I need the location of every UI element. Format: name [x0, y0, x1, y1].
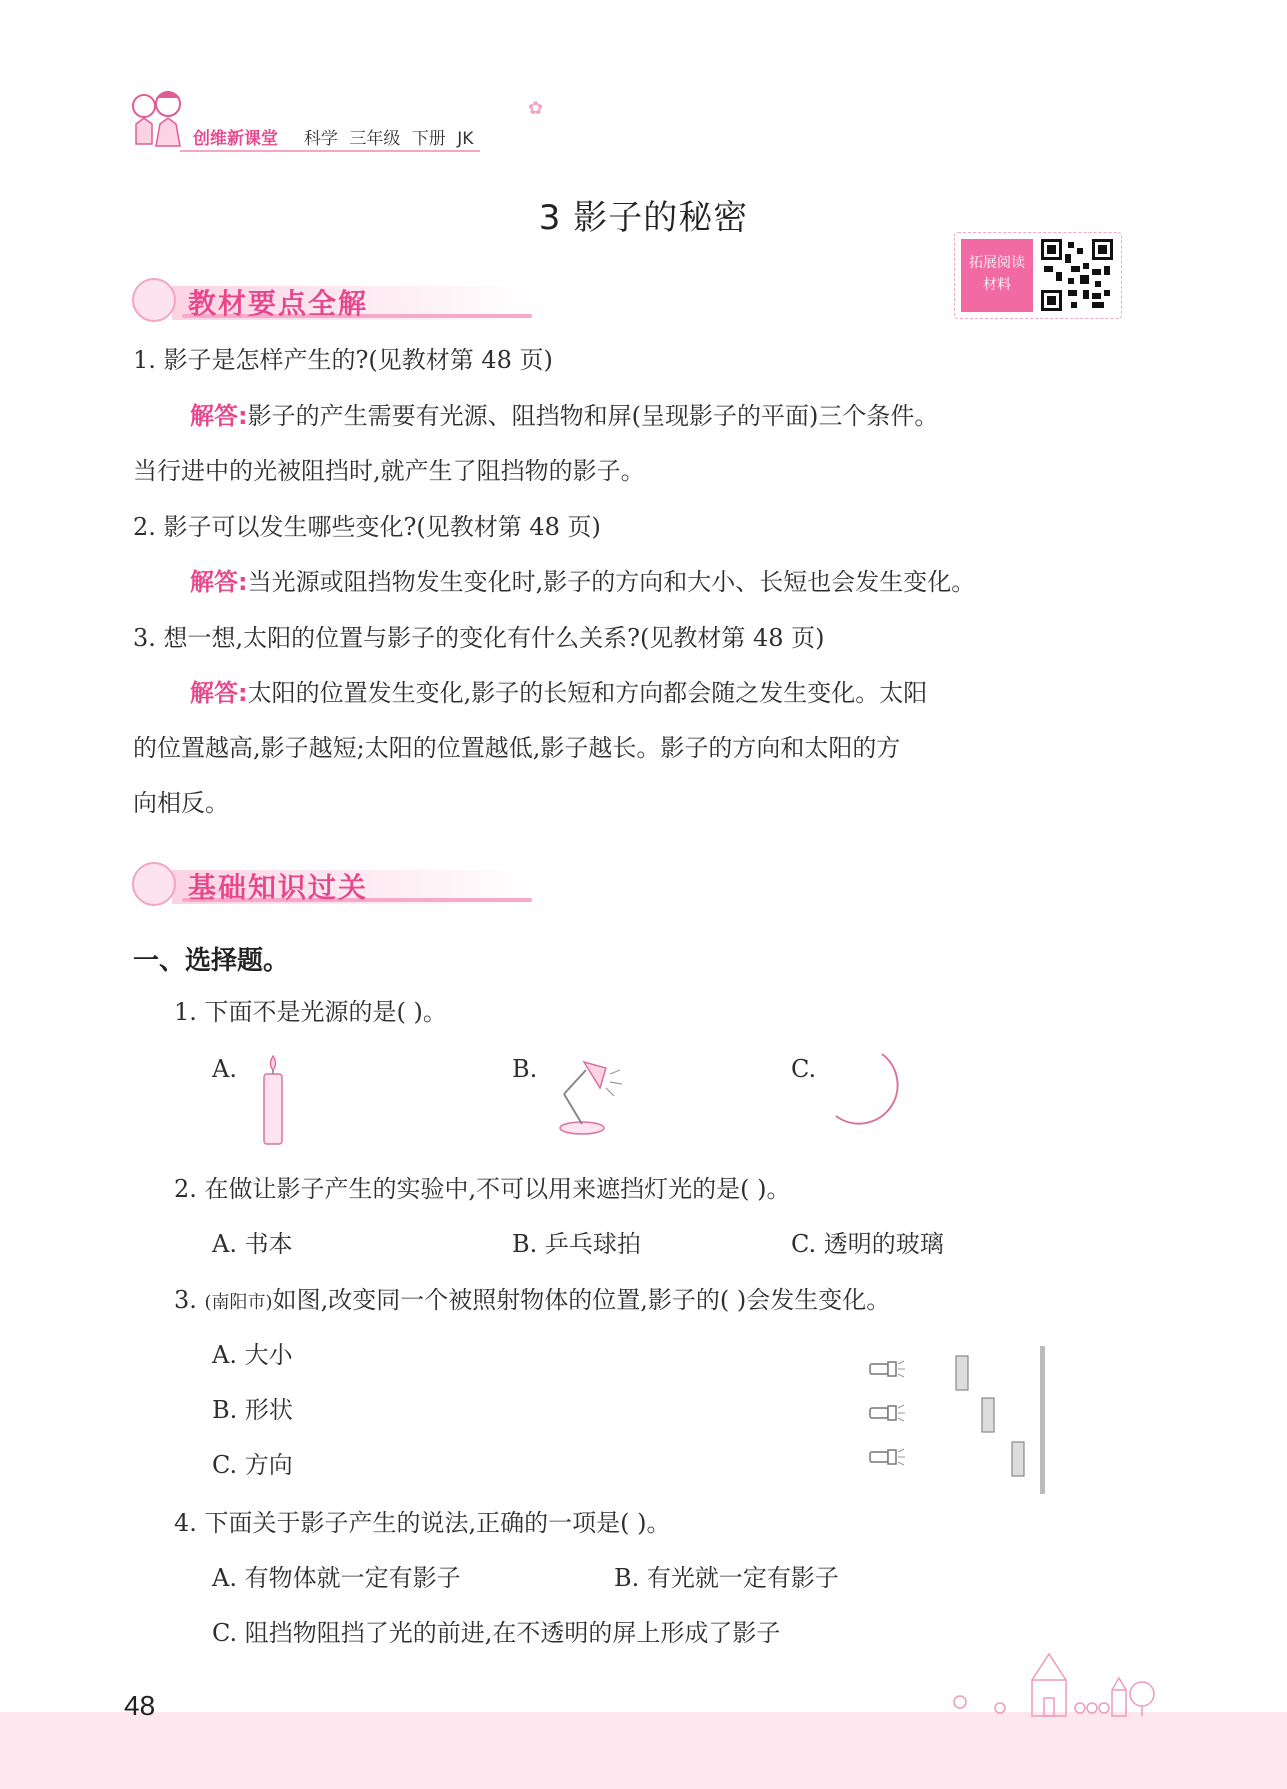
header-subject-info: 科学 三年级 下册 JK: [304, 129, 474, 149]
header-brand: 创维新课堂: [193, 129, 278, 149]
section-heading-text: 教材要点全解: [188, 287, 369, 320]
answer-1-line2: 当行进中的光被阻挡时,就产生了阻挡物的影子。: [133, 457, 645, 485]
flashlight-shadow-diagram: [868, 1346, 1052, 1496]
answer-3-line1: [190, 677, 927, 709]
mc-q2-option-c[interactable]: C. 透明的玻璃: [791, 1230, 944, 1258]
crescent-moon-icon: [834, 1050, 914, 1134]
mc-question-1: 1. 下面不是光源的是( )。: [174, 998, 447, 1026]
mc-q3-option-c[interactable]: C. 方向: [212, 1451, 293, 1479]
question-2: 2. 影子可以发生哪些变化?(见教材第 48 页): [133, 513, 601, 541]
mc-q4-option-b[interactable]: B. 有光就一定有影子: [614, 1564, 839, 1592]
question-1: 1. 影子是怎样产生的?(见教材第 48 页): [133, 346, 553, 374]
section-heading-basic-knowledge: [132, 862, 542, 904]
object-block: [1012, 1442, 1024, 1476]
answer-3-line2: 的位置越高,影子越短;太阳的位置越低,影子越长。影子的方向和太阳的方: [133, 734, 901, 762]
mc-q2-option-a[interactable]: A. 书本: [212, 1230, 293, 1258]
qr-label: [961, 239, 1033, 312]
mc-q3-option-b[interactable]: B. 形状: [212, 1396, 293, 1424]
mc-q4-option-c[interactable]: C. 阻挡物阻挡了光的前进,在不透明的屏上形成了影子: [212, 1619, 781, 1647]
mc-question-2: 2. 在做让影子产生的实验中,不可以用来遮挡灯光的是( )。: [174, 1175, 791, 1203]
mc-q2-option-b[interactable]: B. 乒乓球拍: [512, 1230, 641, 1258]
header-divider: [180, 150, 480, 152]
flower-icon: ✿: [528, 98, 544, 119]
section-heading-textbook-points: [132, 278, 542, 320]
book-icon: [132, 278, 176, 322]
castle-decoration-icon: [940, 1650, 1170, 1718]
mc-q1-option-c[interactable]: C.: [791, 1055, 817, 1083]
header-kids-illustration: [126, 84, 188, 156]
qr-code-icon[interactable]: [1041, 239, 1113, 311]
mc-q3-source-tag: (南阳市): [204, 1292, 273, 1313]
students-icon: [132, 862, 176, 906]
object-block: [982, 1398, 994, 1432]
qr-reading-box[interactable]: [954, 232, 1122, 319]
candle-icon: [258, 1052, 288, 1148]
mc-question-4: 4. 下面关于影子产生的说法,正确的一项是( )。: [174, 1509, 671, 1537]
mc-q4-option-a[interactable]: A. 有物体就一定有影子: [212, 1564, 461, 1592]
footer-band: [0, 1712, 1287, 1789]
page-number: 48: [124, 1690, 156, 1721]
object-block: [956, 1356, 968, 1390]
mc-q1-option-b[interactable]: B.: [512, 1055, 538, 1083]
answer-label: 解答:: [190, 679, 248, 707]
screen-wall: [1040, 1346, 1045, 1494]
mc-q3-stem: 如图,改变同一个被照射物体的位置,影子的( )会发生变化。: [272, 1286, 891, 1314]
part-title-multiple-choice: 一、选择题。: [133, 946, 290, 976]
mc-q3-number: 3.: [174, 1286, 205, 1314]
answer-text: 影子的产生需要有光源、阻挡物和屏(呈现影子的平面)三个条件。: [247, 402, 939, 430]
answer-2-line1: [190, 566, 975, 598]
answer-3-line3: 向相反。: [133, 789, 229, 817]
answer-text: 当光源或阻挡物发生变化时,影子的方向和大小、长短也会发生变化。: [247, 568, 976, 596]
answer-label: 解答:: [190, 568, 248, 596]
qr-label-line1: 拓展阅读: [969, 255, 1025, 271]
answer-1-line1: [190, 400, 938, 432]
desk-lamp-icon: [548, 1052, 640, 1136]
mc-q3-option-a[interactable]: A. 大小: [212, 1341, 293, 1369]
question-3: 3. 想一想,太阳的位置与影子的变化有什么关系?(见教材第 48 页): [133, 624, 825, 652]
flashlight-icon: [870, 1362, 896, 1464]
mc-q1-option-a[interactable]: A.: [212, 1055, 237, 1083]
mc-question-3: [174, 1284, 890, 1319]
qr-label-line2: 材料: [983, 277, 1011, 293]
section-heading-text: 基础知识过关: [188, 871, 369, 904]
page-title: 3 影子的秘密: [538, 198, 749, 238]
answer-label: 解答:: [190, 402, 248, 430]
answer-text: 太阳的位置发生变化,影子的长短和方向都会随之发生变化。太阳: [247, 679, 928, 707]
